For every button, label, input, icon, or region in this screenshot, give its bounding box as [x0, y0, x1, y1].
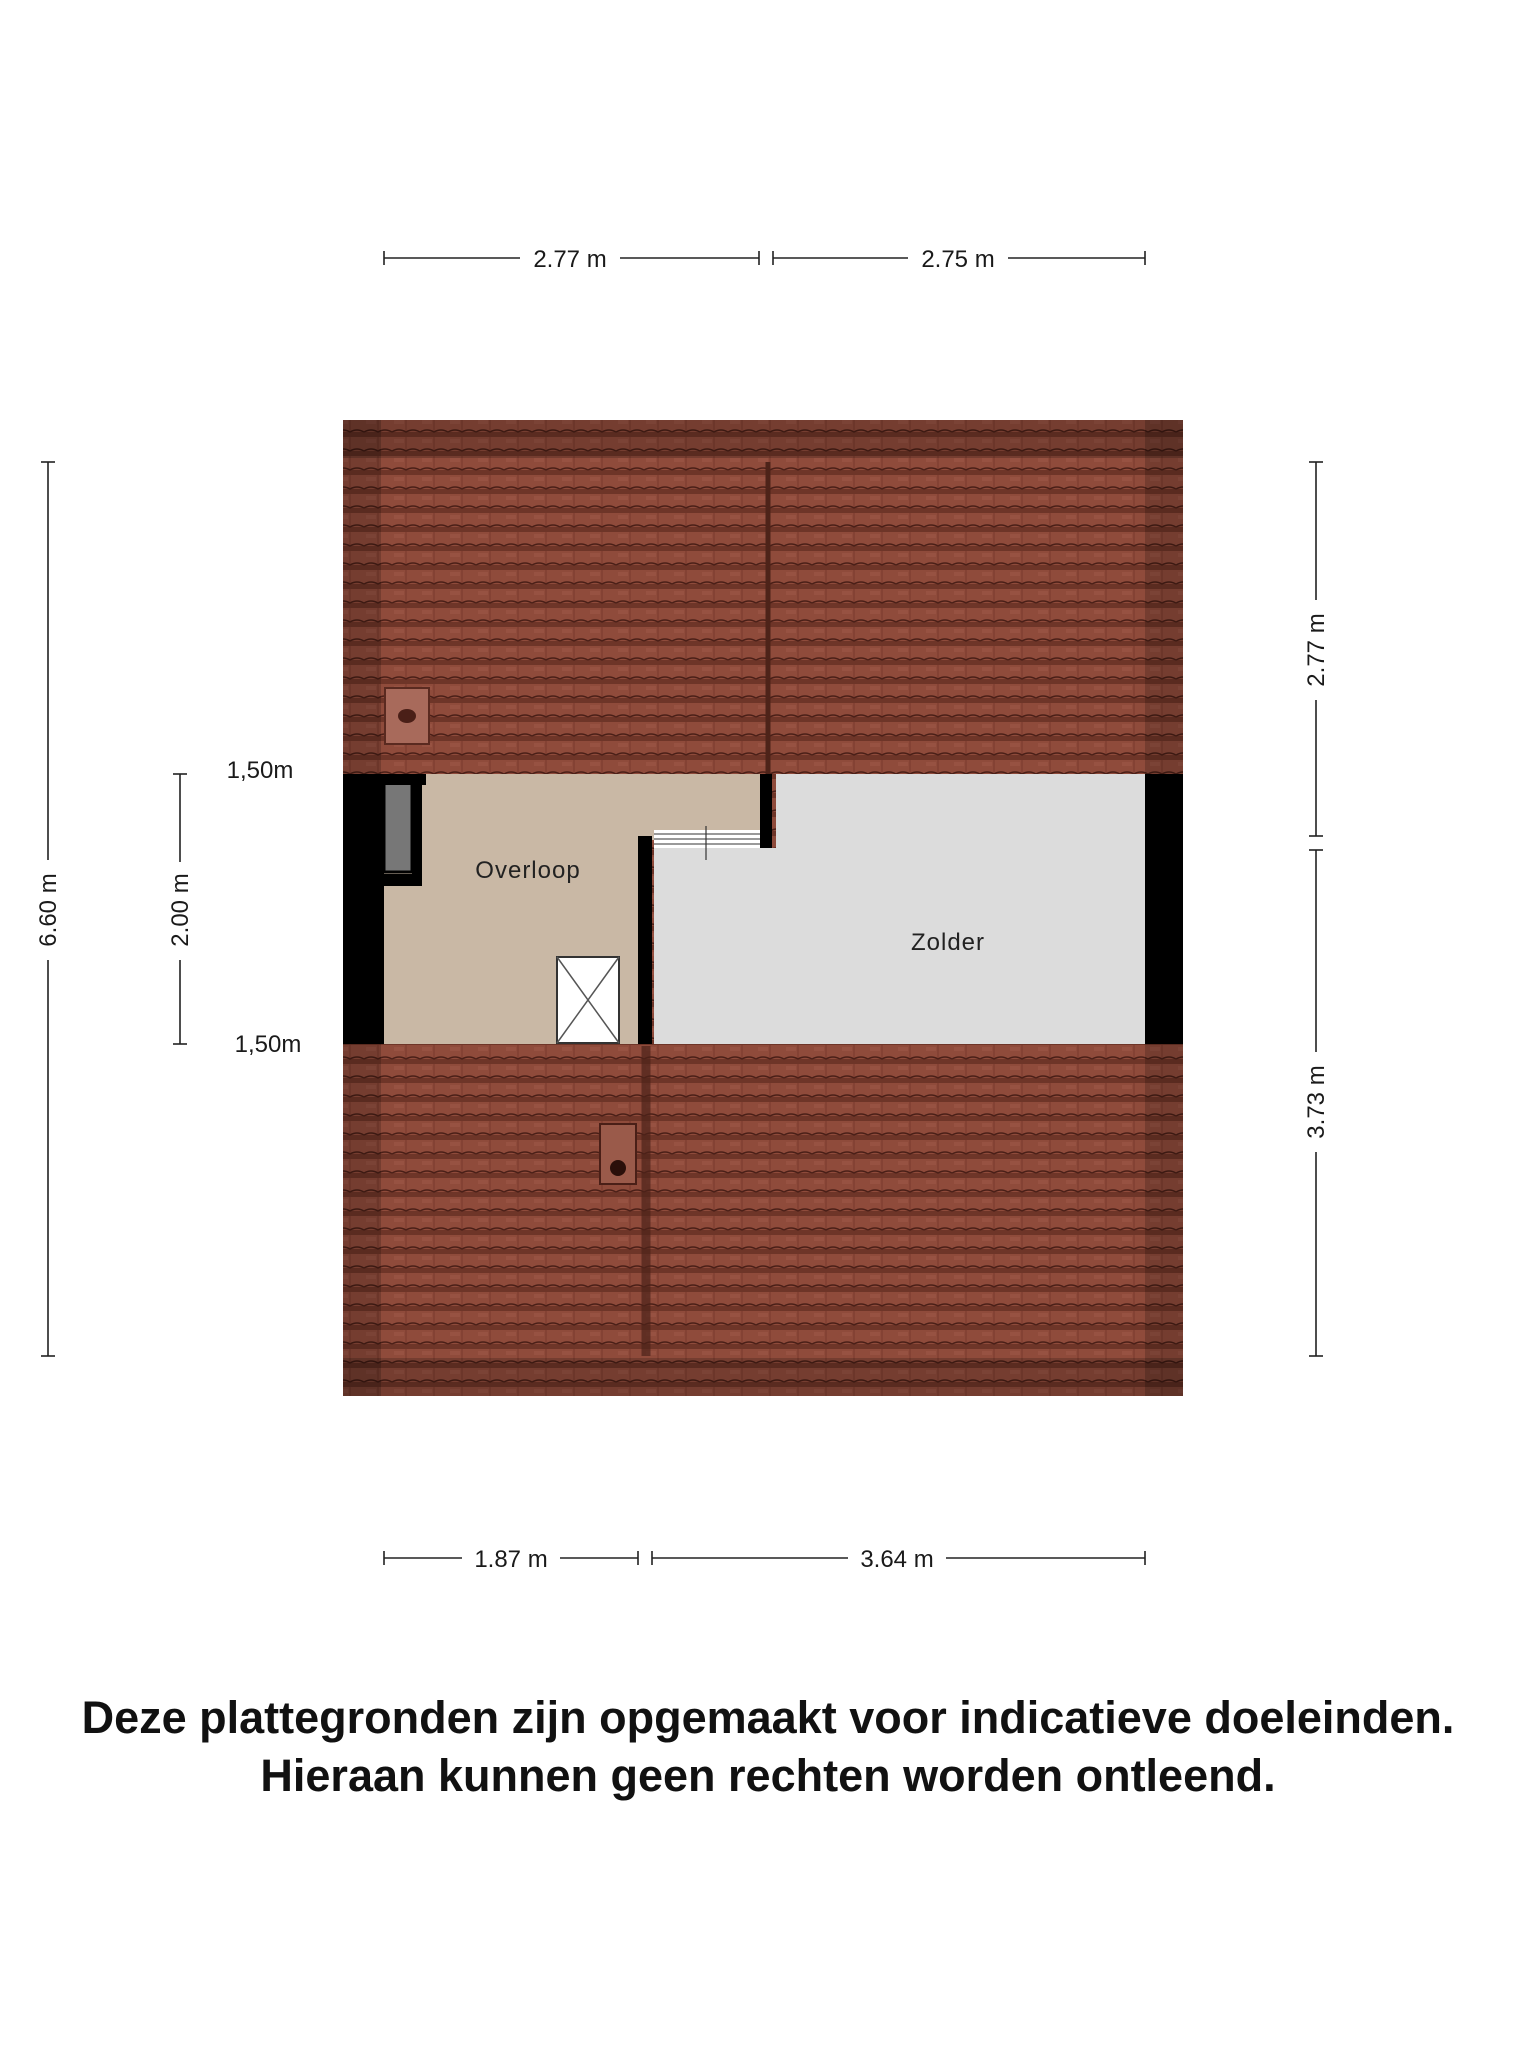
chimney-icon [600, 1124, 636, 1184]
wall-left [343, 774, 384, 1044]
roof-edge-top [343, 420, 1183, 458]
wall-cupboard-bottom [384, 874, 422, 886]
knee-wall-bottom-label: 1,50m [234, 1031, 302, 1058]
dim-left-inner: 2.00 m [167, 873, 194, 947]
dim-bottom-left: 1.87 m [474, 1546, 548, 1573]
wall-divider-lower [638, 836, 652, 1044]
dim-right-lower: 3.73 m [1303, 1065, 1330, 1139]
dim-right-upper: 2.77 m [1303, 613, 1330, 687]
room-label-overloop: Overloop [475, 857, 581, 884]
room-label-zolder: Zolder [910, 929, 986, 956]
dim-top-left: 2.77 m [533, 246, 607, 273]
wall-cupboard-side [412, 774, 422, 886]
dim-top-right: 2.75 m [921, 246, 995, 273]
wall-right [1145, 774, 1183, 1044]
dim-left-total: 6.60 m [35, 873, 62, 947]
disclaimer-line-2: Hieraan kunnen geen rechten worden ontleend. [260, 1750, 1276, 1801]
roof-vent-icon [385, 688, 429, 744]
disclaimer-line-1: Deze plattegronden zijn opgemaakt voor indicatieve doeleinden. [81, 1692, 1455, 1743]
knee-wall-top-label: 1,50m [226, 757, 294, 784]
dim-bottom-right: 3.64 m [860, 1546, 934, 1573]
hatch-icon [557, 957, 619, 1043]
cupboard [384, 776, 412, 872]
wall-divider-upper [760, 774, 772, 848]
roof-edge-bottom [343, 1358, 1183, 1396]
